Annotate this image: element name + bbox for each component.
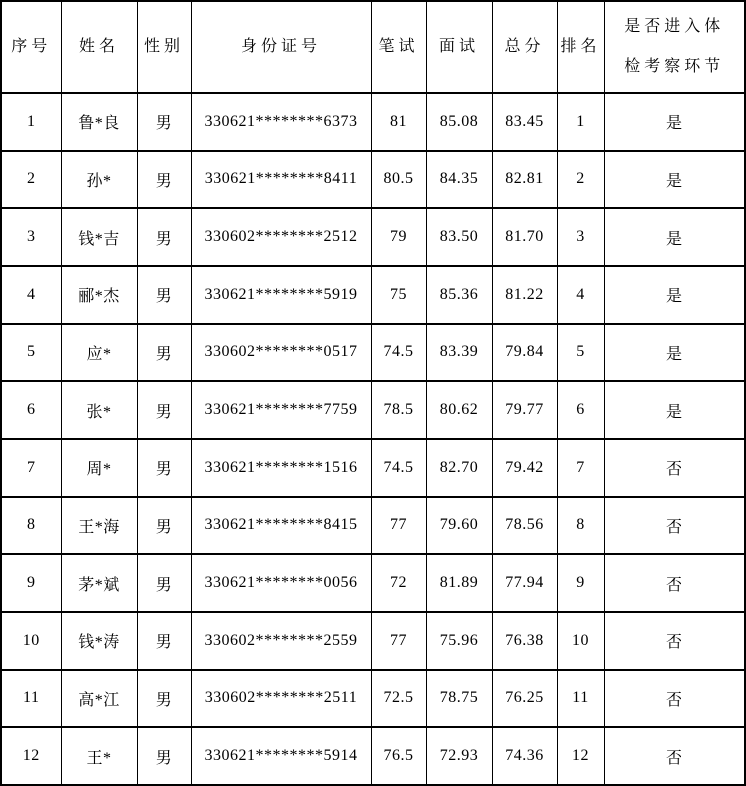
cell-total-score: 82.81 (492, 151, 557, 209)
table-body (1, 93, 745, 785)
cell-name: 王*海 (61, 497, 137, 555)
cell-total-score: 81.70 (492, 208, 557, 266)
cell-name: 张* (61, 381, 137, 439)
cell-id-number: 330602********2511 (191, 670, 371, 728)
cell-name: 高*江 (61, 670, 137, 728)
cell-rank: 4 (557, 266, 604, 324)
cell-index: 3 (1, 208, 61, 266)
cell-name: 孙* (61, 151, 137, 209)
table-row (1, 670, 745, 728)
cell-gender: 男 (137, 439, 191, 497)
cell-id-number: 330621********5914 (191, 727, 371, 785)
cell-interview-score: 81.89 (426, 554, 492, 612)
cell-total-score: 81.22 (492, 266, 557, 324)
cell-id-number: 330621********5919 (191, 266, 371, 324)
cell-written-score: 81 (371, 93, 426, 151)
header-name: 姓名 (61, 1, 137, 93)
cell-total-score: 74.36 (492, 727, 557, 785)
table-row (1, 727, 745, 785)
cell-gender: 男 (137, 208, 191, 266)
cell-enter-exam-flag: 是 (604, 151, 745, 209)
table-row (1, 381, 745, 439)
cell-gender: 男 (137, 151, 191, 209)
cell-id-number: 330621********8411 (191, 151, 371, 209)
cell-name: 钱*吉 (61, 208, 137, 266)
cell-interview-score: 83.39 (426, 324, 492, 382)
cell-gender: 男 (137, 381, 191, 439)
cell-written-score: 80.5 (371, 151, 426, 209)
cell-id-number: 330602********0517 (191, 324, 371, 382)
table-row (1, 208, 745, 266)
cell-rank: 2 (557, 151, 604, 209)
cell-name: 鲁*良 (61, 93, 137, 151)
cell-id-number: 330621********0056 (191, 554, 371, 612)
cell-total-score: 76.38 (492, 612, 557, 670)
cell-rank: 10 (557, 612, 604, 670)
cell-rank: 3 (557, 208, 604, 266)
cell-index: 5 (1, 324, 61, 382)
header-interview: 面试 (426, 1, 492, 93)
cell-written-score: 72 (371, 554, 426, 612)
cell-total-score: 79.42 (492, 439, 557, 497)
cell-written-score: 79 (371, 208, 426, 266)
cell-written-score: 74.5 (371, 439, 426, 497)
cell-rank: 7 (557, 439, 604, 497)
cell-index: 9 (1, 554, 61, 612)
cell-interview-score: 80.62 (426, 381, 492, 439)
cell-total-score: 79.77 (492, 381, 557, 439)
cell-interview-score: 84.35 (426, 151, 492, 209)
cell-index: 1 (1, 93, 61, 151)
cell-index: 6 (1, 381, 61, 439)
table-row (1, 439, 745, 497)
table-row (1, 324, 745, 382)
table-row (1, 612, 745, 670)
cell-interview-score: 83.50 (426, 208, 492, 266)
cell-enter-exam-flag: 是 (604, 324, 745, 382)
cell-gender: 男 (137, 266, 191, 324)
cell-name: 王* (61, 727, 137, 785)
cell-interview-score: 75.96 (426, 612, 492, 670)
cell-name: 应* (61, 324, 137, 382)
cell-enter-exam-flag: 否 (604, 554, 745, 612)
cell-interview-score: 72.93 (426, 727, 492, 785)
cell-id-number: 330602********2512 (191, 208, 371, 266)
cell-id-number: 330621********8415 (191, 497, 371, 555)
cell-name: 钱*涛 (61, 612, 137, 670)
table-row (1, 497, 745, 555)
cell-rank: 12 (557, 727, 604, 785)
cell-written-score: 74.5 (371, 324, 426, 382)
table-row (1, 554, 745, 612)
cell-gender: 男 (137, 727, 191, 785)
table-header (1, 1, 745, 93)
cell-enter-exam-flag: 否 (604, 439, 745, 497)
cell-rank: 6 (557, 381, 604, 439)
cell-id-number: 330621********7759 (191, 381, 371, 439)
cell-name: 茅*斌 (61, 554, 137, 612)
cell-gender: 男 (137, 324, 191, 382)
cell-written-score: 78.5 (371, 381, 426, 439)
header-index: 序号 (1, 1, 61, 93)
cell-gender: 男 (137, 670, 191, 728)
cell-id-number: 330621********6373 (191, 93, 371, 151)
cell-interview-score: 82.70 (426, 439, 492, 497)
cell-written-score: 76.5 (371, 727, 426, 785)
cell-interview-score: 79.60 (426, 497, 492, 555)
table-row (1, 151, 745, 209)
header-written-test: 笔试 (371, 1, 426, 93)
cell-total-score: 78.56 (492, 497, 557, 555)
cell-index: 11 (1, 670, 61, 728)
cell-index: 10 (1, 612, 61, 670)
cell-gender: 男 (137, 612, 191, 670)
cell-rank: 5 (557, 324, 604, 382)
cell-interview-score: 85.36 (426, 266, 492, 324)
cell-gender: 男 (137, 497, 191, 555)
cell-enter-exam-flag: 否 (604, 727, 745, 785)
header-gender: 性别 (137, 1, 191, 93)
cell-total-score: 77.94 (492, 554, 557, 612)
cell-index: 4 (1, 266, 61, 324)
cell-written-score: 75 (371, 266, 426, 324)
cell-enter-exam-flag: 否 (604, 497, 745, 555)
cell-rank: 9 (557, 554, 604, 612)
cell-rank: 11 (557, 670, 604, 728)
cell-name: 周* (61, 439, 137, 497)
cell-enter-exam-flag: 否 (604, 670, 745, 728)
cell-gender: 男 (137, 93, 191, 151)
header-qualification: 是否进入体检考察环节 (604, 1, 745, 93)
cell-written-score: 77 (371, 497, 426, 555)
header-rank: 排名 (557, 1, 604, 93)
cell-enter-exam-flag: 是 (604, 266, 745, 324)
cell-index: 12 (1, 727, 61, 785)
cell-enter-exam-flag: 是 (604, 93, 745, 151)
table-row (1, 93, 745, 151)
cell-id-number: 330602********2559 (191, 612, 371, 670)
cell-name: 郦*杰 (61, 266, 137, 324)
table-row (1, 266, 745, 324)
cell-index: 8 (1, 497, 61, 555)
header-row (1, 1, 745, 93)
cell-enter-exam-flag: 否 (604, 612, 745, 670)
cell-enter-exam-flag: 是 (604, 381, 745, 439)
cell-total-score: 79.84 (492, 324, 557, 382)
cell-gender: 男 (137, 554, 191, 612)
cell-index: 7 (1, 439, 61, 497)
cell-interview-score: 85.08 (426, 93, 492, 151)
cell-id-number: 330621********1516 (191, 439, 371, 497)
cell-enter-exam-flag: 是 (604, 208, 745, 266)
cell-rank: 1 (557, 93, 604, 151)
cell-written-score: 77 (371, 612, 426, 670)
cell-index: 2 (1, 151, 61, 209)
cell-total-score: 83.45 (492, 93, 557, 151)
cell-total-score: 76.25 (492, 670, 557, 728)
header-id-number: 身份证号 (191, 1, 371, 93)
cell-interview-score: 78.75 (426, 670, 492, 728)
header-total-score: 总分 (492, 1, 557, 93)
cell-rank: 8 (557, 497, 604, 555)
cell-written-score: 72.5 (371, 670, 426, 728)
